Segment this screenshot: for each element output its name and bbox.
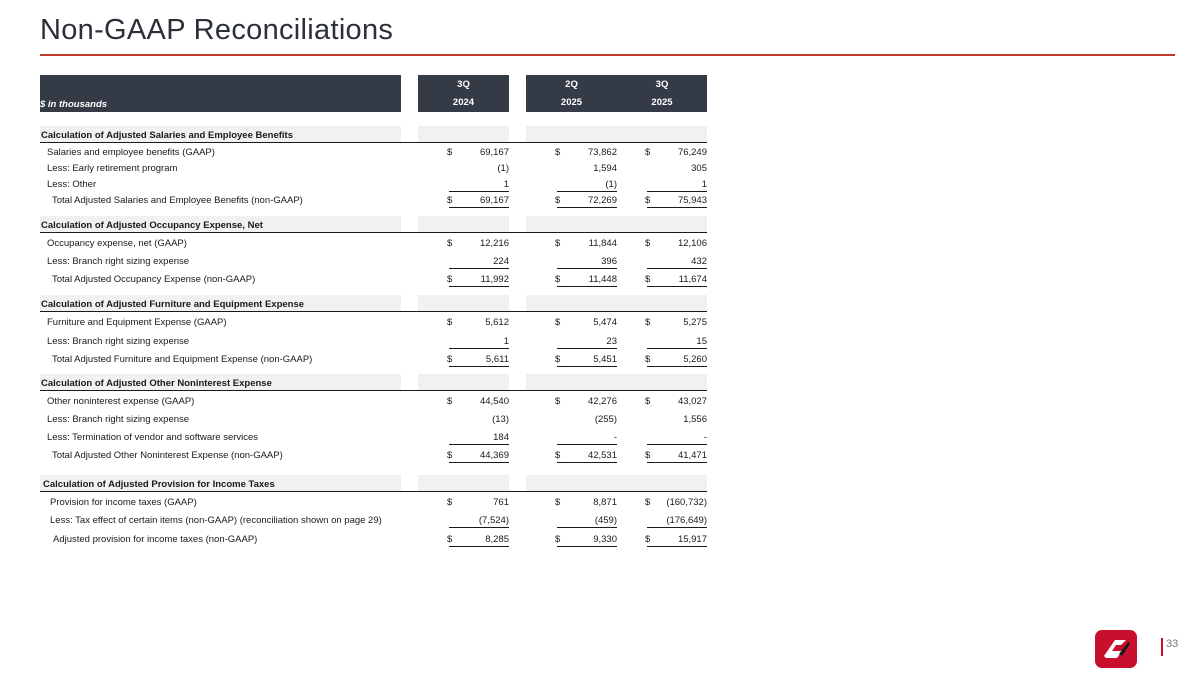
section-rule [40, 142, 707, 143]
col3-year: 2025 [651, 97, 673, 108]
currency-symbol: $ [555, 147, 561, 158]
table-cell-value: 73,862 [587, 147, 617, 158]
section-rule [40, 491, 707, 492]
cell-underline [557, 207, 617, 208]
currency-symbol: $ [447, 497, 453, 508]
currency-symbol: $ [447, 274, 453, 285]
cell-underline [647, 546, 707, 547]
cell-underline [647, 286, 707, 287]
table-cell-value: 72,269 [587, 195, 617, 206]
cell-underline [647, 527, 707, 528]
table-cell-value: 184 [493, 432, 509, 443]
table-cell-value: 5,611 [485, 354, 509, 365]
section-header-bg [526, 216, 707, 233]
cell-underline [449, 207, 509, 208]
row-label: Less: Tax effect of certain items (non-GAAP) (reconciliation shown on page 29) [50, 515, 382, 526]
table-cell-value: 69,167 [479, 195, 509, 206]
table-cell-value: 44,540 [479, 396, 509, 407]
currency-symbol: $ [645, 317, 651, 328]
currency-symbol: $ [555, 238, 561, 249]
section-header-bg [526, 295, 707, 312]
table-cell-value: 1,594 [593, 163, 617, 174]
cell-underline [647, 268, 707, 269]
currency-symbol: $ [447, 354, 453, 365]
cell-underline [647, 366, 707, 367]
table-cell-value: 5,260 [683, 354, 707, 365]
table-cell-value: (459) [594, 515, 617, 526]
cell-underline [557, 462, 617, 463]
section-title: Calculation of Adjusted Provision for Income Taxes [43, 479, 275, 490]
cell-underline [557, 268, 617, 269]
section-title: Calculation of Adjusted Occupancy Expense, Net [41, 220, 263, 231]
table-cell-value: 41,471 [677, 450, 707, 461]
table-cell-value: (13) [492, 414, 509, 425]
row-label: Adjusted provision for income taxes (non-GAAP) [53, 534, 258, 545]
table-cell-value: 42,531 [587, 450, 617, 461]
currency-symbol: $ [555, 396, 561, 407]
table-cell-value: 396 [601, 256, 617, 267]
col3-quarter: 3Q [655, 79, 669, 90]
currency-symbol: $ [447, 147, 453, 158]
cell-underline [557, 527, 617, 528]
section-rule [40, 232, 707, 233]
table-cell-value: 75,943 [677, 195, 707, 206]
table-cell-value: 224 [493, 256, 509, 267]
section-rule [40, 390, 707, 391]
cell-underline [557, 348, 617, 349]
table-cell-value: 8,285 [485, 534, 509, 545]
currency-symbol: $ [447, 450, 453, 461]
table-cell-value: (176,649) [666, 515, 707, 526]
table-cell-value: 432 [691, 256, 707, 267]
cell-underline [449, 191, 509, 192]
table-cell-value: 5,474 [593, 317, 617, 328]
units-label: $ in thousands [40, 99, 108, 110]
section-title: Calculation of Adjusted Other Noninterest Expense [41, 378, 272, 389]
section-header-bg [418, 295, 509, 312]
currency-symbol: $ [447, 317, 453, 328]
row-label: Less: Termination of vendor and software services [47, 432, 259, 443]
table-cell-value: - [703, 432, 707, 443]
table-cell-value: 1 [503, 179, 509, 190]
row-label: Furniture and Equipment Expense (GAAP) [47, 317, 227, 328]
cell-underline [449, 366, 509, 367]
row-label: Less: Branch right sizing expense [47, 414, 190, 425]
table-cell-value: 1 [503, 336, 509, 347]
table-cell-value: 15 [696, 336, 707, 347]
table-cell-value: 11,674 [678, 274, 707, 285]
section-header-bg [418, 374, 509, 391]
currency-symbol: $ [555, 274, 561, 285]
section-header-bg [418, 216, 509, 233]
currency-symbol: $ [447, 238, 453, 249]
table-cell-value: 69,167 [479, 147, 509, 158]
section-header-bg [526, 475, 707, 492]
cell-underline [557, 191, 617, 192]
section-header-bg [418, 126, 509, 143]
section-header-bg [526, 126, 707, 143]
cell-underline [449, 527, 509, 528]
currency-symbol: $ [555, 497, 561, 508]
table-cell-value: 5,451 [593, 354, 617, 365]
logo-icon [1095, 630, 1137, 668]
col2-quarter: 2Q [565, 79, 578, 90]
table-cell-value: 11,992 [480, 274, 509, 285]
row-label: Less: Other [47, 179, 97, 190]
currency-symbol: $ [555, 450, 561, 461]
title-divider [40, 54, 1175, 56]
section-header-bg [526, 374, 707, 391]
row-label: Provision for income taxes (GAAP) [50, 497, 197, 508]
cell-underline [557, 546, 617, 547]
table-cell-value: 76,249 [677, 147, 707, 158]
col1-year: 2024 [452, 97, 475, 108]
cell-underline [449, 462, 509, 463]
currency-symbol: $ [645, 195, 651, 206]
page-title: Non-GAAP Reconciliations [40, 14, 394, 46]
table-cell-value: 44,369 [479, 450, 509, 461]
section-title: Calculation of Adjusted Furniture and Equipment Expense [41, 299, 305, 310]
currency-symbol: $ [555, 195, 561, 206]
table-cell-value: 23 [606, 336, 617, 347]
currency-symbol: $ [447, 534, 453, 545]
cell-underline [557, 286, 617, 287]
table-cell-value: 12,216 [479, 238, 509, 249]
page-number: 33 [1166, 638, 1179, 650]
currency-symbol: $ [555, 534, 561, 545]
table-cell-value: 15,917 [677, 534, 707, 545]
currency-symbol: $ [447, 195, 453, 206]
table-cell-value: 305 [691, 163, 707, 174]
table-cell-value: (160,732) [666, 497, 707, 508]
currency-symbol: $ [645, 238, 651, 249]
cell-underline [647, 207, 707, 208]
table-cell-value: 11,844 [588, 238, 617, 249]
row-label: Other noninterest expense (GAAP) [47, 396, 195, 407]
cell-underline [647, 462, 707, 463]
row-label: Occupancy expense, net (GAAP) [47, 238, 187, 249]
currency-symbol: $ [645, 274, 651, 285]
row-label: Less: Early retirement program [47, 163, 178, 174]
row-label: Salaries and employee benefits (GAAP) [47, 147, 215, 158]
table-cell-value: 8,871 [593, 497, 617, 508]
section-rule [40, 311, 707, 312]
table-cell-value: (1) [605, 179, 617, 190]
table-cell-value: 43,027 [677, 396, 707, 407]
currency-symbol: $ [645, 497, 651, 508]
row-label: Total Adjusted Salaries and Employee Benefits (non-GAAP) [52, 195, 303, 206]
page-number-divider [1161, 638, 1163, 656]
cell-underline [647, 444, 707, 445]
table-cell-value: 11,448 [588, 274, 617, 285]
table-cell-value: (1) [497, 163, 509, 174]
table-cell-value: 9,330 [593, 534, 617, 545]
row-label: Total Adjusted Other Noninterest Expense (non-GAAP) [52, 450, 283, 461]
table-cell-value: 5,275 [683, 317, 707, 328]
company-logo [1095, 630, 1137, 668]
cell-underline [449, 546, 509, 547]
cell-underline [449, 348, 509, 349]
table-cell-value: - [613, 432, 617, 443]
cell-underline [449, 444, 509, 445]
section-header-bg [418, 475, 509, 492]
section-title: Calculation of Adjusted Salaries and Employee Benefits [41, 130, 293, 141]
currency-symbol: $ [645, 534, 651, 545]
row-label: Total Adjusted Furniture and Equipment Expense (non-GAAP) [52, 354, 313, 365]
table-cell-value: 42,276 [587, 396, 617, 407]
table-cell-value: (255) [594, 414, 617, 425]
cell-underline [449, 286, 509, 287]
cell-underline [449, 268, 509, 269]
col1-quarter: 3Q [457, 79, 470, 90]
table-cell-value: 5,612 [485, 317, 509, 328]
currency-symbol: $ [645, 147, 651, 158]
table-cell-value: 12,106 [677, 238, 707, 249]
col2-year: 2025 [560, 97, 583, 108]
currency-symbol: $ [645, 396, 651, 407]
currency-symbol: $ [555, 354, 561, 365]
table-cell-value: (7,524) [478, 515, 509, 526]
cell-underline [647, 191, 707, 192]
currency-symbol: $ [645, 354, 651, 365]
cell-underline [557, 366, 617, 367]
table-cell-value: 1,556 [683, 414, 707, 425]
table-cell-value: 761 [493, 497, 509, 508]
row-label: Less: Branch right sizing expense [47, 336, 190, 347]
row-label: Less: Branch right sizing expense [47, 256, 190, 267]
cell-underline [647, 348, 707, 349]
currency-symbol: $ [447, 396, 453, 407]
currency-symbol: $ [645, 450, 651, 461]
currency-symbol: $ [555, 317, 561, 328]
row-label: Total Adjusted Occupancy Expense (non-GAAP) [52, 274, 256, 285]
table-cell-value: 1 [701, 179, 707, 190]
cell-underline [557, 444, 617, 445]
